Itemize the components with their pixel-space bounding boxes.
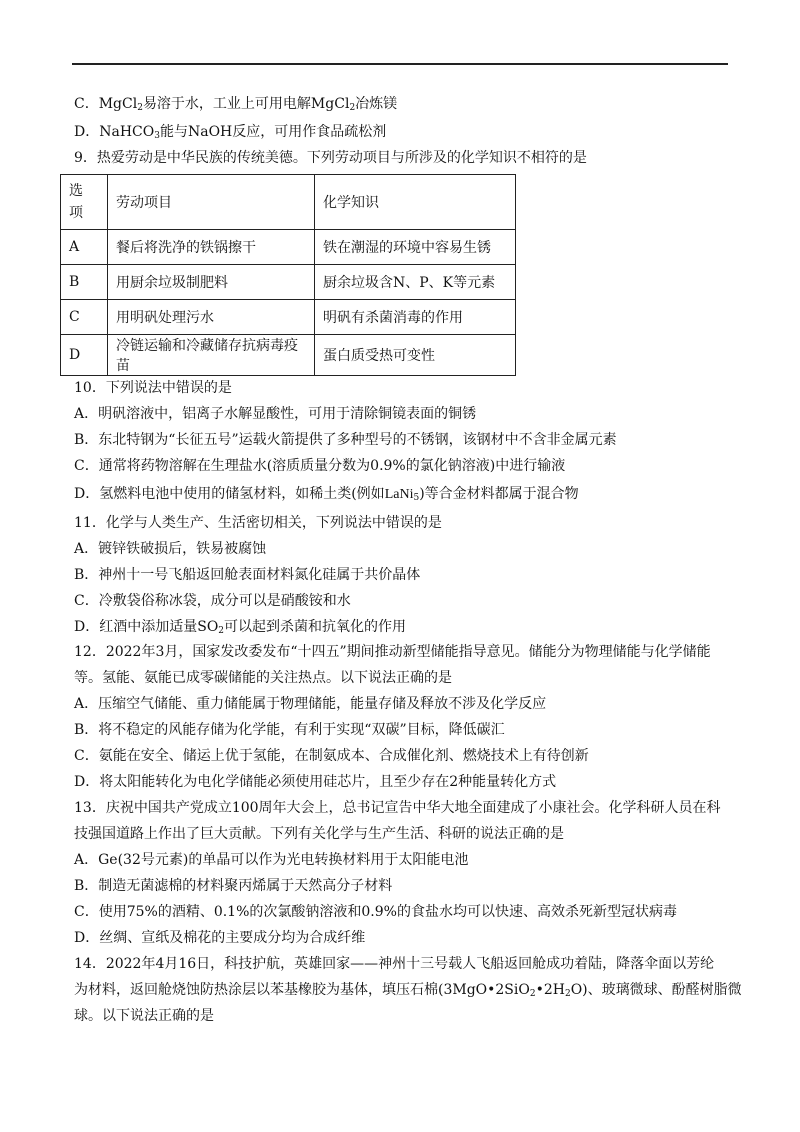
q12-option-a: A．压缩空气储能、重力储能属于物理储能，能量存储及释放不涉及化学反应 [74, 696, 547, 712]
header-cell-option: 选 项 [61, 175, 108, 230]
table-row [61, 335, 516, 376]
row-knowledge: 厨余垃圾含N、P、K等元素 [315, 265, 516, 300]
q10-option-b: B．东北特钢为“长征五号”运载火箭提供了多种型号的不锈钢，该钢材中不含非金属元素 [74, 432, 617, 448]
q9-table [60, 174, 516, 376]
q12-stem-line2: 等。氢能、氨能已成零碳储能的关注热点。以下说法正确的是 [74, 670, 452, 686]
q12-option-b: B．将不稳定的风能存储为化学能，有利于实现“双碳”目标，降低碳汇 [74, 722, 505, 738]
q13-option-d: D．丝绸、宣纸及棉花的主要成分均为合成纤维 [74, 930, 366, 946]
row-option: C [61, 300, 108, 335]
row-labor: 用明矾处理污水 [108, 300, 315, 335]
q12-option-c: C．氨能在安全、储运上优于氢能，在制氨成本、合成催化剂、燃烧技术上有待创新 [74, 748, 589, 764]
q9-stem: 9．热爱劳动是中华民族的传统美德。下列劳动项目与所涉及的化学知识不相符的是 [74, 150, 587, 166]
row-labor: 餐后将洗净的铁锅擦干 [108, 230, 315, 265]
q8-option-c: C．MgCl$_2$易溶于水，工业上可用电解MgCl$_2$冶炼镁 [74, 96, 398, 113]
row-labor: 用厨余垃圾制肥料 [108, 265, 315, 300]
q13-option-a: A．Ge(32号元素)的单晶可以作为光电转换材料用于太阳能电池 [74, 852, 469, 868]
table-row [61, 230, 516, 265]
q13-option-b: B．制造无菌滤棉的材料聚丙烯属于天然高分子材料 [74, 878, 393, 894]
q13-stem-line1: 13．庆祝中国共产党成立100周年大会上，总书记宣告中华大地全面建成了小康社会。化学科研人员在科 [74, 800, 721, 816]
header-cell-labor: 劳动项目 [108, 175, 315, 230]
q10-option-d: D．氢燃料电池中使用的储氢材料，如稀土类(例如LaNi$_5$)等合金材料都属于混合物 [74, 486, 579, 503]
q11-option-c: C．冷敷袋俗称冰袋，成分可以是硝酸铵和水 [74, 593, 351, 609]
q10-option-a: A．明矾溶液中，铝离子水解显酸性，可用于清除铜镜表面的铜锈 [74, 406, 477, 422]
q14-stem-line3: 球。以下说法正确的是 [74, 1008, 214, 1024]
q10-stem: 10．下列说法中错误的是 [74, 380, 232, 396]
q8-option-d: D．NaHCO$_3$能与NaOH反应，可用作食品疏松剂 [74, 124, 387, 141]
table-header-row [61, 175, 516, 230]
q14-stem-line2: 为材料，返回舱烧蚀防热涂层以苯基橡胶为基体，填压石棉$(3MgO•2SiO_2•2H_2O)$、玻璃微球、酚醛树脂微 [74, 982, 742, 999]
header-cell-knowledge: 化学知识 [315, 175, 516, 230]
q11-option-a: A．镀锌铁破损后，铁易被腐蚀 [74, 541, 267, 557]
q10-option-c: C．通常将药物溶解在生理盐水(溶质质量分数为0.9%的氯化钠溶液)中进行输液 [74, 458, 566, 474]
q12-option-d: D．将太阳能转化为电化学储能必须使用硅芯片，且至少存在2种能量转化方式 [74, 774, 557, 790]
table-row [61, 300, 516, 335]
header-rule [72, 63, 728, 65]
row-option: B [61, 265, 108, 300]
row-option: D [61, 335, 108, 376]
row-knowledge: 铁在潮湿的环境中容易生锈 [315, 230, 516, 265]
q11-option-b: B．神州十一号飞船返回舱表面材料氮化硅属于共价晶体 [74, 567, 421, 583]
q13-option-c: C．使用75%的酒精、0.1%的次氯酸钠溶液和0.9%的食盐水均可以快速、高效杀死新型冠状病毒 [74, 904, 677, 920]
q14-stem-line1: 14．2022年4月16日，科技护航，英雄回家——神州十三号载人飞船返回舱成功着陆，降落伞面以芳纶 [74, 956, 715, 972]
q11-option-d: D．红酒中添加适量$SO_2$可以起到杀菌和抗氧化的作用 [74, 619, 407, 636]
row-knowledge: 蛋白质受热可变性 [315, 335, 516, 376]
table-row [61, 265, 516, 300]
row-knowledge: 明矾有杀菌消毒的作用 [315, 300, 516, 335]
row-option: A [61, 230, 108, 265]
row-labor: 冷链运输和冷藏储存抗病毒疫苗 [108, 335, 315, 376]
q13-stem-line2: 技强国道路上作出了巨大贡献。下列有关化学与生产生活、科研的说法正确的是 [74, 826, 564, 842]
q11-stem: 11．化学与人类生产、生活密切相关，下列说法中错误的是 [74, 515, 442, 531]
q12-stem-line1: 12．2022年3月，国家发改委发布“十四五”期间推动新型储能指导意见。储能分为物理储能与化学储能 [74, 644, 711, 660]
